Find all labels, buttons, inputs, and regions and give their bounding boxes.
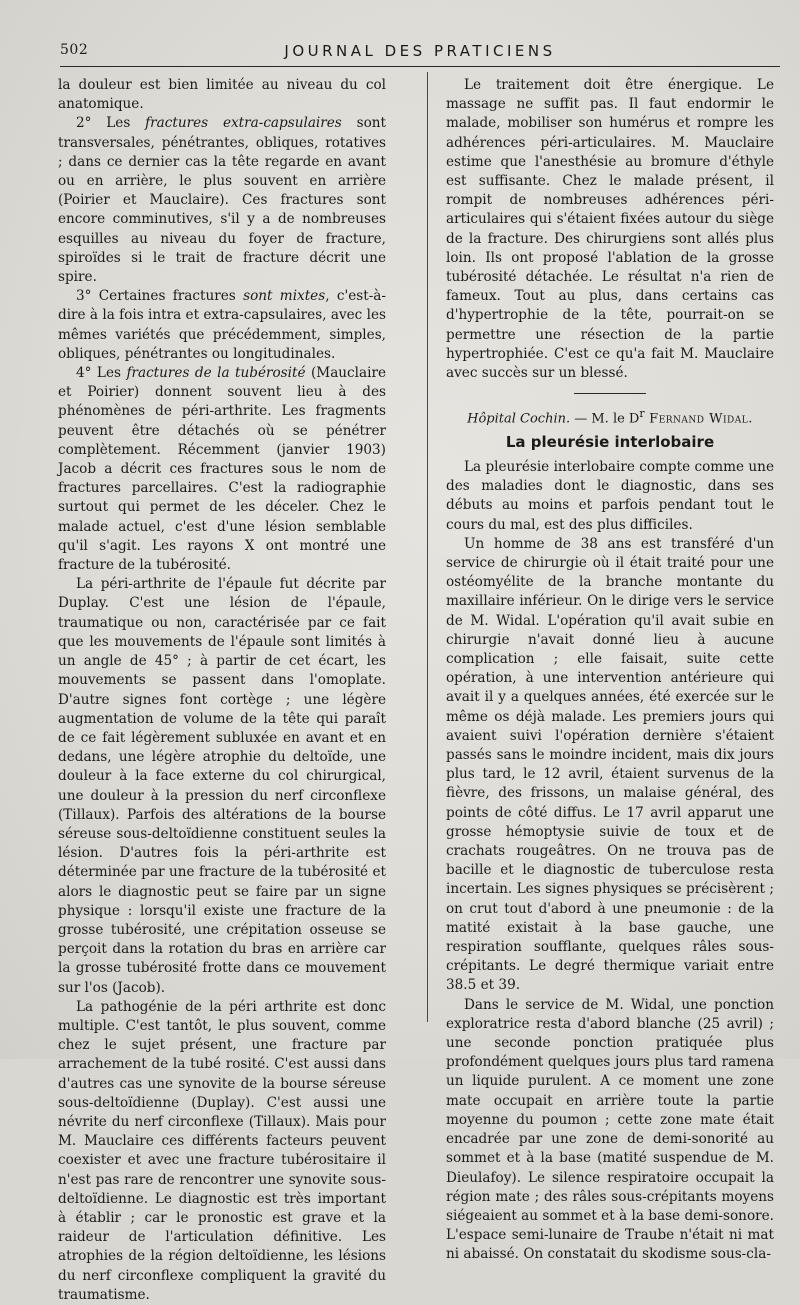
left-column [58,76,386,1305]
paragraph: Dans le service de M. Widal, une ponction exploratrice resta d'abord blanche (25 avril) ; une seconde ponction pratiquée plus profondément quelques jours plus tard ramena un liquide purulent. A ce moment une zone mate occupait en arrière toute la partie moyenne du poumon ; cette zone mate était encadrée par une zone de demi-sonorité au sommet et à la base (matité suspendue de M. Dieulafoy). Le silence respiratoire occupait la région mate ; des râles sous-crépitants moyens siégeaient au sommet et à la base demi-sonore. L'espace semi-lunaire de Traube n'était ni mat ni abaissé. On constatait du skodisme sous-cla- [446,996,774,1263]
emphasis: fractures de la tubérosité [126,365,306,382]
header-rule [60,66,780,67]
paragraph-text: (Mauclaire et Poirier) donnent souvent lieu à des phénomènes de péri-arthrite. Les fragments peuvent être détachés où se pénétrer complètement. Récemment (janvier 1903) Jacob a décrit ces fractures sous le nom de fractures parcellaires. C'est la radiographie surtout qui permet de les déceler. Chez le malade actuel, c'est d'une lésion semblable qu'il s'agit. Les rayons X ont montré une fracture de la tubérosité. [58,365,387,574]
paragraph [58,287,386,364]
paragraph-text: sont transversales, pénétrantes, obliques, rotatives ; dans ce dernier cas la tête regarde en avant ou en arrière, le plus souvent en arrière (Poirier et Mauclaire). Ces fractures sont encore comminutives, s'il y a de nombreuses esquilles au niveau du foyer de fracture, spiroïdes si le trait de fracture décrit une spire. [58,115,386,286]
paragraph-lead: 4° Les [76,365,127,382]
paragraph-text: , c'est-à-dire à la fois intra et extra-capsulaires, avec les mêmes variétés que précédemment, simples, obliques, pénétrantes ou longitudinales. [58,288,386,362]
author-name: Fernand Widal. [644,411,753,427]
byline-sup: r [639,407,645,421]
paragraph: Le traitement doit être énergique. Le massage ne suffit pas. Il faut endormir le malade, mobiliser son humérus et rompre les adhérences péri-articulaires. M. Mauclaire estime que l'anesthésie au bromure d'éthyle est suffisante. Chez le malade présent, il rompit de nombreuses adhérences péri-articulaires qui s'étaient fixées autour du siège de la fracture. Des chirurgiens sont allés plus loin. Ils ont proposé l'ablation de la grosse tubérosité détachée. Le résultat n'a rien de fameux. Tout au plus, dans certains cas d'hypertrophie de la tête, pourrait-on se permettre une résection de la partie hypertrophiée. C'est ce qu'a fait M. Mauclaire avec succès sur un blessé. [446,77,774,382]
journal-title: JOURNAL DES PRATICIENS [284,42,556,60]
emphasis: fractures extra-capsulaires [145,115,342,132]
article-title: La pleurésie interlobaire [505,432,715,451]
section-separator [574,393,646,394]
paragraph-lead: 3° Certaines fractures [76,288,244,305]
paragraph [58,114,386,287]
paragraph: La pleurésie interlobaire compte comme une des maladies dont le diagnostic, dans ses débuts au moins et parfois pendant tout le cours du mal, est des plus difficiles. [446,458,774,533]
paragraph: Un homme de 38 ans est transféré d'un service de chirurgie où il était traité pour une ostéomyélite de la branche montante du maxillaire inférieur. On le dirige vers le service de M. Widal. L'opération qu'il avait subie en chirurgie n'avait donné lieu à aucune complication ; elle faisait, suite cette opération, à une intervention antérieure qui avait il y a quelques années, été exercée sur le même os déjà malade. Les premiers jours qui avaient suivi l'opération dernière s'étaient passés sans le moindre incident, mais dix jours plus tard, le 12 avril, étaient survenus de la fièvre, des frissons, un malaise général, des points de côté diffus. Le 17 avril apparut une grosse hémoptysie suivie de toux et de crachats rougeâtres. On ne trouva pas de bacille et le diagnostic de tuberculose resta incertain. Les signes physiques se précisèrent ; on crut tout d'abord à une pneumonie : de la matité existait à la base gauche, une respiration soufflante, quelques râles sous-crépitants. Le degré thermique variait entre 38.5 et 39. [446,535,774,994]
page-number: 502 [60,42,89,58]
paragraph: La pathogénie de la péri arthrite est donc multiple. C'est tantôt, le plus souvent, comme chez le sujet présent, une fracture par arrachement de la tubé rosité. C'est aussi dans d'autres cas une synovite de la bourse séreuse sous-deltoïdienne (Duplay). C'est aussi une névrite du nerf circonflexe (Tillaux). Mais pour M. Mauclaire ces différents facteurs peuvent coexister et avec une fracture tubérositaire il n'est pas rare de rencontrer une synovite sous-deltoïdienne. Le diagnostic est très important à établir ; car le pronostic est grave et la raideur de l'articulation définitive. Les atrophies de la région deltoïdienne, les lésions du nerf circonflexe compliquent la gravité du traumatisme. [58,998,386,1303]
hospital-name: Hôpital Cochin. [467,411,571,427]
column-divider [427,72,428,1022]
page-header [60,40,780,64]
paragraph: la douleur est bien limitée au niveau du col anatomique. [58,77,386,113]
right-column [446,76,774,1265]
paragraph-lead: 2° Les [76,115,146,132]
section-byline [446,404,774,429]
byline-text: — M. le D [570,411,640,427]
paragraph: La péri-arthrite de l'épaule fut décrite par Duplay. C'est une lésion de l'épaule, traumatique ou non, caractérisée par ce fait que les mouvements de l'épaule sont limités à un angle de 45° ; à partir de cet écart, les mouvements se passent dans l'omoplate. D'autre signes font cortège ; une légère augmentation de volume de la tête qui paraît de ce fait légèrement subluxée en avant et en dedans, une légère atrophie du deltoïde, une douleur à la face externe du col chirurgical, une douleur à la pression du nerf circonflexe (Tillaux). Parfois des altérations de la bourse séreuse sous-deltoïdienne constituent seules la lésion. D'autres fois la péri-arthrite est déterminée par une fracture de la tubérosité et alors le diagnostic peut se faire par un signe physique : lorsqu'il existe une fracture de la grosse tubérosité, une crépitation osseuse se perçoit dans la rotation du bras en arrière car la grosse tubérosité frotte dans ce mouvement sur l'os (Jacob). [58,576,386,996]
paragraph [58,364,386,575]
emphasis: sont mixtes [243,288,326,305]
